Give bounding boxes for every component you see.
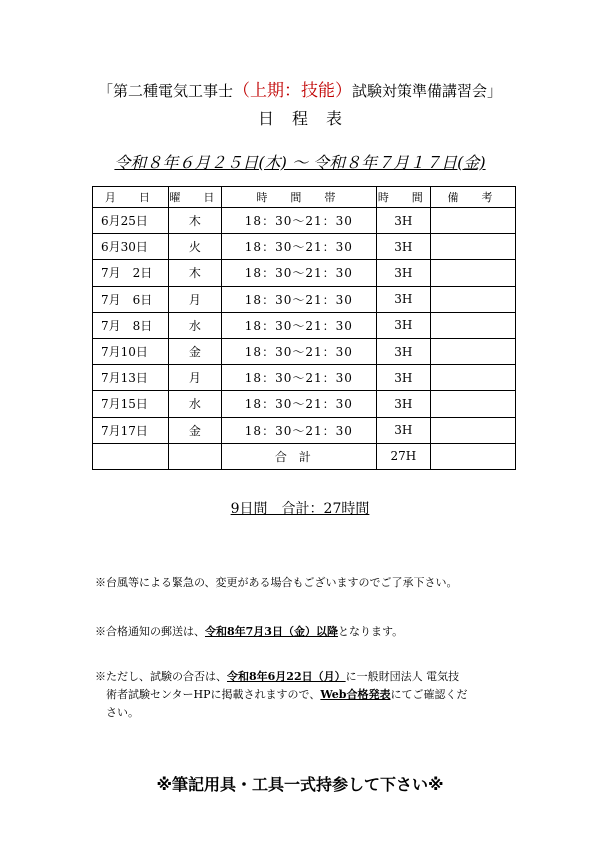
note-web-results bbox=[95, 668, 468, 722]
row-date: 7月10日 bbox=[93, 338, 169, 364]
table-row bbox=[93, 208, 516, 234]
row-time: 18：30〜21：30 bbox=[222, 286, 377, 312]
document-subtitle: 日程表 bbox=[257, 109, 360, 128]
footer-reminder: ※筆記用具・工具一式持参して下さい※ bbox=[156, 775, 444, 794]
row-weekday: 木 bbox=[168, 208, 221, 234]
row-weekday: 水 bbox=[168, 312, 221, 338]
row-remarks bbox=[430, 208, 515, 234]
row-time: 18：30〜21：30 bbox=[222, 208, 377, 234]
total-empty-remarks bbox=[430, 443, 515, 469]
row-remarks bbox=[430, 338, 515, 364]
total-label: 合計 bbox=[222, 443, 377, 469]
row-remarks bbox=[430, 365, 515, 391]
row-date: 7月 8日 bbox=[93, 312, 169, 338]
table-row bbox=[93, 234, 516, 260]
schedule-period: 令和８年６月２５日(木) 〜 令和８年７月１７日(金) bbox=[114, 153, 486, 172]
note2-text-post: となります。 bbox=[337, 625, 404, 638]
table-row bbox=[93, 260, 516, 286]
row-weekday: 水 bbox=[168, 391, 221, 417]
row-date: 7月 6日 bbox=[93, 286, 169, 312]
row-hours: 3H bbox=[376, 234, 430, 260]
row-hours: 3H bbox=[376, 260, 430, 286]
note-result-mailing bbox=[95, 623, 403, 639]
row-remarks bbox=[430, 391, 515, 417]
row-time: 18：30〜21：30 bbox=[222, 312, 377, 338]
note2-text-pre: ※合格通知の郵送は、 bbox=[95, 625, 205, 638]
row-remarks bbox=[430, 260, 515, 286]
row-time: 18：30〜21：30 bbox=[222, 417, 377, 443]
row-remarks bbox=[430, 234, 515, 260]
row-hours: 3H bbox=[376, 365, 430, 391]
row-weekday: 火 bbox=[168, 234, 221, 260]
total-empty-date bbox=[93, 443, 169, 469]
row-time: 18：30〜21：30 bbox=[222, 391, 377, 417]
table-row bbox=[93, 286, 516, 312]
schedule-summary: 9日間 合計：27時間 bbox=[230, 501, 370, 517]
row-weekday: 月 bbox=[168, 286, 221, 312]
note3-line2 bbox=[95, 686, 468, 704]
table-row bbox=[93, 391, 516, 417]
note3-text-pre: ※ただし、試験の合否は、 bbox=[95, 670, 227, 683]
note3-line1 bbox=[95, 668, 468, 686]
table-total-row bbox=[93, 443, 516, 469]
schedule-table bbox=[92, 186, 516, 470]
row-date: 7月13日 bbox=[93, 365, 169, 391]
note3-line2-pre: 術者試験センターHPに掲載されますので、 bbox=[106, 688, 321, 701]
header-remarks: 備 考 bbox=[430, 187, 515, 208]
row-date: 7月15日 bbox=[93, 391, 169, 417]
title-session-highlight: （上期：技能） bbox=[233, 81, 352, 101]
total-hours: 27H bbox=[376, 443, 430, 469]
row-date: 6月30日 bbox=[93, 234, 169, 260]
table-row bbox=[93, 417, 516, 443]
row-hours: 3H bbox=[376, 312, 430, 338]
table-row bbox=[93, 365, 516, 391]
note2-date-emphasis: 令和8年7月3日（金）以降 bbox=[205, 625, 338, 638]
title-prefix: 「第二種電気工事士 bbox=[97, 82, 233, 100]
row-hours: 3H bbox=[376, 208, 430, 234]
row-time: 18：30〜21：30 bbox=[222, 260, 377, 286]
document-title bbox=[0, 76, 600, 101]
row-remarks bbox=[430, 312, 515, 338]
note3-web-results-emphasis: Web合格発表 bbox=[320, 688, 391, 701]
row-time: 18：30〜21：30 bbox=[222, 365, 377, 391]
header-hours: 時 間 bbox=[376, 187, 430, 208]
row-hours: 3H bbox=[376, 286, 430, 312]
row-hours: 3H bbox=[376, 417, 430, 443]
row-hours: 3H bbox=[376, 338, 430, 364]
row-date: 7月17日 bbox=[93, 417, 169, 443]
row-weekday: 金 bbox=[168, 338, 221, 364]
row-date: 7月 2日 bbox=[93, 260, 169, 286]
note3-text-mid: に一般財団法人 電気技 bbox=[345, 670, 460, 683]
header-date: 月 日 bbox=[93, 187, 169, 208]
row-time: 18：30〜21：30 bbox=[222, 234, 377, 260]
row-date: 6月25日 bbox=[93, 208, 169, 234]
header-weekday: 曜 日 bbox=[168, 187, 221, 208]
note-weather-changes: ※台風等による緊急の、変更がある場合もございますのでご了承下さい。 bbox=[95, 576, 458, 589]
total-empty-weekday bbox=[168, 443, 221, 469]
row-weekday: 木 bbox=[168, 260, 221, 286]
table-row bbox=[93, 312, 516, 338]
table-row bbox=[93, 338, 516, 364]
row-weekday: 金 bbox=[168, 417, 221, 443]
row-remarks bbox=[430, 286, 515, 312]
note3-line2-post: にてご確認くだ bbox=[390, 688, 468, 701]
table-header-row bbox=[93, 187, 516, 208]
row-remarks bbox=[430, 417, 515, 443]
title-suffix: 試験対策準備講習会」 bbox=[352, 82, 503, 100]
header-time-slot: 時 間 帯 bbox=[222, 187, 377, 208]
row-time: 18：30〜21：30 bbox=[222, 338, 377, 364]
note3-line3: さい。 bbox=[106, 706, 139, 719]
row-hours: 3H bbox=[376, 391, 430, 417]
row-weekday: 月 bbox=[168, 365, 221, 391]
note3-date-emphasis: 令和8年6月22日（月） bbox=[227, 670, 346, 683]
